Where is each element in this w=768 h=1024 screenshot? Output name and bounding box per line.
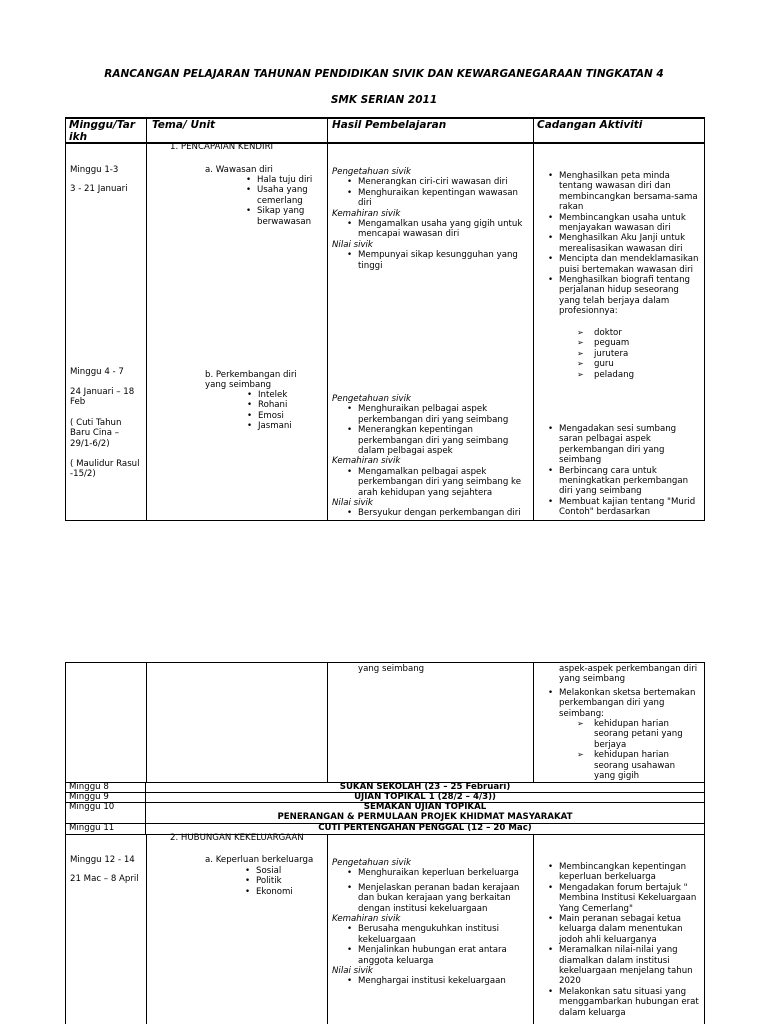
list-item: • Menghuraikan kepentingan wawasan diri (358, 188, 530, 209)
learning-outcomes (332, 167, 530, 271)
activities-continued: aspek-aspek perkembangan diri yang seimbang (559, 664, 698, 685)
document-subtitle: SMK SERIAN 2011 (330, 94, 438, 106)
list-item: • Main peranan sebagai ketua keluarga dalam menentukan jodoh ahli keluarganya (559, 914, 701, 945)
section-label: Pengetahuan sivik (332, 394, 411, 404)
list-item: ➢ kehidupan harian seorang petani yang berjaya (594, 719, 684, 750)
list-item: • Rohani (258, 400, 318, 410)
topic-items (257, 175, 323, 227)
unit-heading-1: 1. PENCAPAIAN KENDIRI (170, 142, 274, 152)
list-item: • Sikap yang berwawasan (257, 206, 323, 227)
column-header-minggu: Minggu/Tar ikh (69, 119, 136, 143)
list-item: • Mengamalkan pelbagai aspek perkembangan diri yang seimbang ke arah kehidupan yang sejahtera (358, 467, 530, 498)
week-label: Minggu 12 - 14 (70, 855, 135, 865)
list-item: • Mencipta dan mendeklamasikan puisi bertemakan wawasan diri (559, 254, 701, 275)
list-item: • Emosi (258, 411, 318, 421)
week-label: Minggu 1-3 (70, 165, 119, 175)
section-label: Pengetahuan sivik (332, 167, 411, 177)
list-item: • Mengadakan forum bertajuk " Membina Institusi Kekeluargaan Yang Cemerlang" (559, 883, 701, 914)
list-item: ➢ peladang (594, 370, 694, 380)
week-label: Minggu 10 (69, 802, 115, 812)
list-item: • Bersyukur dengan perkembangan diri (358, 508, 530, 518)
week-label: Minggu 4 - 7 (70, 367, 124, 377)
list-item: ➢ jurutera (594, 349, 694, 359)
date-range: 21 Mac – 8 April (70, 874, 139, 884)
list-item: • Menghasilkan Aku Janji untuk merealisasikan wawasan diri (559, 233, 701, 254)
list-item: • Menghuraikan pelbagai aspek perkembangan diri yang seimbang (358, 404, 530, 425)
activities-list (559, 862, 701, 1018)
list-item: • Membuat kajian tentang "Murid Contoh" berdasarkan (559, 497, 701, 518)
list-item: • Meramalkan nilai-nilai yang diamalkan dalam institusi kekeluargaan menjelang tahun 2020 (559, 945, 701, 987)
activities-list (559, 424, 701, 518)
topic-items (256, 866, 316, 897)
list-item: • Menghasilkan peta minda tentang wawasan diri dan membincangkan bersama-sama rakan (559, 171, 701, 213)
list-item: • Intelek (258, 390, 318, 400)
column-header-tema: Tema/ Unit (152, 119, 216, 131)
section-label: Nilai sivik (332, 239, 373, 250)
document-title: RANCANGAN PELAJARAN TAHUNAN PENDIDIKAN SIVIK DAN KEWARGANEGARAAN TINGKATAN 4 (104, 68, 664, 80)
column-header-hasil: Hasil Pembelajaran (332, 119, 447, 131)
list-item: • Berbincang cara untuk meningkatkan perkembangan diri yang seimbang (559, 466, 701, 497)
list-item: • Ekonomi (256, 887, 316, 897)
section-label: Nilai sivik (332, 966, 373, 977)
list-item: • Melakonkan sketsa bertemakan perkembangan diri yang seimbang: (559, 688, 701, 719)
list-item: • Politik (256, 876, 316, 886)
list-item: ➢ peguam (594, 338, 694, 348)
activities-sublist (594, 719, 684, 781)
section-label: Kemahiran sivik (332, 456, 401, 467)
list-item: • Menjelaskan peranan badan kerajaan dan bukan kerajaan yang berkaitan dengan institusi kekeluargaan (358, 883, 530, 914)
list-item: • Mengadakan sesi sumbang saran pelbagai aspek perkembangan diri yang seimbang (559, 424, 701, 466)
list-item: • Menerangkan kepentingan perkembangan diri yang seimbang dalam pelbagai aspek (358, 425, 530, 456)
event-text: CUTI PERTENGAHAN PENGGAL (12 – 20 Mac) (318, 823, 532, 833)
unit-heading-2: 2. HUBUNGAN KEKELUARGAAN (170, 833, 304, 843)
list-item: ➢ doktor (594, 328, 694, 338)
learning-outcomes (332, 858, 530, 987)
topic-heading: a. Wawasan diri (205, 165, 273, 175)
event-text: SEMAKAN UJIAN TOPIKAL (363, 802, 487, 812)
column-header-cadangan: Cadangan Aktiviti (537, 119, 643, 131)
list-item: • Menghuraikan keperluan berkeluarga (358, 868, 530, 878)
section-label: Nilai sivik (332, 498, 373, 509)
holiday-note: ( Maulidur Rasul -15/2) (70, 459, 140, 480)
activities-list (559, 171, 701, 317)
topic-items (258, 390, 318, 432)
list-item: • Membincangkan kepentingan keperluan berkeluarga (559, 862, 701, 883)
activities-sublist (594, 328, 694, 380)
activities-list (559, 688, 701, 719)
learning-outcomes-continued (358, 664, 518, 674)
list-item: • Usaha yang cemerlang (257, 185, 323, 206)
section-label: Kemahiran sivik (332, 914, 401, 925)
event-text: SUKAN SEKOLAH (23 – 25 Februari) (339, 782, 511, 792)
topic-heading: b. Perkembangan diri yang seimbang (205, 370, 297, 391)
section-label: Pengetahuan sivik (332, 858, 411, 868)
list-item: • Menghargai institusi kekeluargaan (358, 976, 530, 986)
list-item: yang seimbang (358, 664, 425, 674)
list-item: • Berusaha mengukuhkan institusi kekeluargaan (358, 924, 530, 945)
section-label: Kemahiran sivik (332, 208, 401, 219)
holiday-note: ( Cuti Tahun Baru Cina – 29/1-6/2) (70, 418, 122, 449)
topic-heading: a. Keperluan berkeluarga (205, 855, 314, 865)
week-label: Minggu 9 (69, 792, 109, 802)
list-item: • Melakonkan satu situasi yang menggambarkan hubungan erat dalam keluarga (559, 987, 701, 1018)
event-text: UJIAN TOPIKAL 1 (28/2 – 4/3)) (354, 792, 496, 802)
week-label: Minggu 11 (69, 823, 115, 833)
event-text: PENERANGAN & PERMULAAN PROJEK KHIDMAT MASYARAKAT (277, 812, 573, 822)
list-item: • Mempunyai sikap kesungguhan yang tinggi (358, 250, 530, 271)
list-item: • Hala tuju diri (257, 175, 323, 185)
list-item: • Jasmani (258, 421, 318, 431)
date-range: 24 Januari – 18 Feb (70, 387, 135, 408)
list-item: • Membincangkan usaha untuk menjayakan wawasan diri (559, 213, 701, 234)
list-item: • Menjalinkan hubungan erat antara anggota keluarga (358, 945, 530, 966)
list-item: • Mengamalkan usaha yang gigih untuk mencapai wawasan diri (358, 219, 530, 240)
week-label: Minggu 8 (69, 782, 109, 792)
list-item: • Menerangkan ciri-ciri wawasan diri (358, 177, 530, 187)
learning-outcomes (332, 394, 530, 519)
list-item: ➢ guru (594, 359, 694, 369)
date-range: 3 - 21 Januari (70, 184, 128, 194)
list-item: • Sosial (256, 866, 316, 876)
list-item: • Menghasilkan biografi tentang perjalanan hidup seseorang yang telah berjaya dalam profesionnya: (559, 275, 701, 317)
list-item: ➢ kehidupan harian seorang usahawan yang gigih (594, 750, 684, 781)
